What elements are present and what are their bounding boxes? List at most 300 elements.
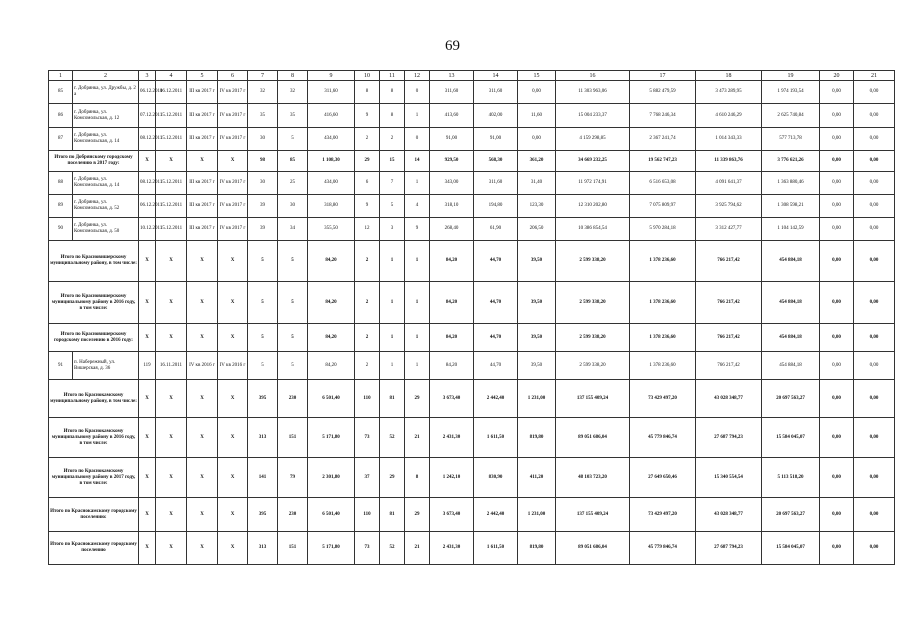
- table-cell: III кв 2017 г: [187, 172, 218, 195]
- table-cell: X: [218, 380, 248, 418]
- table-cell: X: [187, 418, 218, 458]
- table-cell: X: [218, 418, 248, 458]
- table-cell: X: [156, 282, 187, 324]
- table-cell: 819,80: [518, 418, 556, 458]
- table-cell: X: [139, 532, 156, 565]
- table-cell: 2 442,40: [474, 380, 518, 418]
- table-cell: 1 308 598,21: [762, 195, 820, 218]
- table-cell: 61,90: [474, 218, 518, 241]
- table-cell: 52: [380, 532, 405, 565]
- table-cell: 413,60: [430, 104, 474, 128]
- table-cell: 2 431,30: [430, 532, 474, 565]
- table-cell: X: [187, 282, 218, 324]
- table-cell: 34: [278, 218, 308, 241]
- table-cell: 3: [380, 218, 405, 241]
- total-label: Итого по Красновишерскому городскому поселению в 2016 году:: [49, 324, 139, 352]
- table-cell: 7 075 809,97: [630, 195, 696, 218]
- table-cell: 929,50: [430, 151, 474, 172]
- table-cell: 0,00: [820, 352, 854, 380]
- table-cell: 6: [355, 172, 380, 195]
- table-cell: 416,60: [308, 104, 355, 128]
- table-cell: 1: [380, 241, 405, 282]
- table-cell: 2 442,40: [474, 498, 518, 532]
- total-label: Итого по Краснокамскому городскому поселению: [49, 532, 139, 565]
- table-cell: 0,00: [518, 128, 556, 151]
- table-cell: 6 501,40: [308, 498, 355, 532]
- table-cell: 361,20: [518, 151, 556, 172]
- table-cell: 5: [278, 241, 308, 282]
- table-cell: 141: [248, 458, 278, 498]
- table-cell: 73 429 497,20: [630, 380, 696, 418]
- table-cell: 830,90: [474, 458, 518, 498]
- table-cell: X: [156, 458, 187, 498]
- table-cell: 6 516 653,08: [630, 172, 696, 195]
- table-cell: 91,00: [474, 128, 518, 151]
- table-cell: 1 378 236,60: [630, 352, 696, 380]
- table-cell: 577 713,78: [762, 128, 820, 151]
- table-cell: 37: [355, 458, 380, 498]
- table-cell: 318,10: [430, 195, 474, 218]
- table-cell: 15.12.2011: [156, 104, 187, 128]
- table-cell: 4 091 641,37: [696, 172, 762, 195]
- table-cell: 44,70: [474, 282, 518, 324]
- table-cell: 0,00: [820, 218, 854, 241]
- table-cell: 2 301,80: [308, 458, 355, 498]
- table-cell: 313: [248, 418, 278, 458]
- table-cell: 0,00: [854, 352, 895, 380]
- page-number: 69: [445, 38, 460, 54]
- column-header: 8: [278, 71, 308, 81]
- table-cell: 206,50: [518, 218, 556, 241]
- table-cell: 2: [355, 282, 380, 324]
- table-cell: 230: [278, 498, 308, 532]
- table-cell: 1 104 142,59: [762, 218, 820, 241]
- table-cell: 79: [278, 458, 308, 498]
- table-cell: 06.12.2011: [156, 81, 187, 104]
- table-cell: 45 779 846,74: [630, 418, 696, 458]
- column-header: 2: [73, 71, 139, 81]
- total-row: [49, 151, 895, 172]
- table-cell: 5: [248, 324, 278, 352]
- table-cell: 84,20: [308, 352, 355, 380]
- table-cell: IV кв 2017 г: [218, 195, 248, 218]
- table-cell: 85: [278, 151, 308, 172]
- table-cell: 81: [380, 498, 405, 532]
- table-cell: 766 217,42: [696, 324, 762, 352]
- table-cell: 0,00: [820, 418, 854, 458]
- total-label: Итого по Краснокамскому городскому поселению:: [49, 498, 139, 532]
- table-cell: X: [187, 532, 218, 565]
- table-cell: IV кв 2016 г: [218, 352, 248, 380]
- table-row: [49, 218, 895, 241]
- table-cell: X: [139, 458, 156, 498]
- total-row: [49, 241, 895, 282]
- table-cell: III кв 2017 г: [187, 195, 218, 218]
- total-row: [49, 324, 895, 352]
- table-cell: 2: [380, 128, 405, 151]
- table-cell: 0,00: [854, 151, 895, 172]
- total-row: [49, 418, 895, 458]
- address-cell: г. Добрянка, ул. Дружбы, д. 2 а: [73, 81, 139, 104]
- table-cell: 89 051 686,04: [556, 532, 630, 565]
- table-cell: 89: [49, 195, 73, 218]
- table-cell: 85: [49, 81, 73, 104]
- table-cell: 1 611,50: [474, 418, 518, 458]
- table-cell: 311,60: [430, 81, 474, 104]
- table-cell: 0,00: [820, 498, 854, 532]
- table-cell: 39,50: [518, 324, 556, 352]
- table-cell: 0,00: [820, 532, 854, 565]
- table-cell: IV кв 2016 г: [187, 352, 218, 380]
- table-cell: 8: [380, 104, 405, 128]
- table-cell: 0,00: [854, 172, 895, 195]
- table-cell: X: [218, 151, 248, 172]
- table-cell: 318,80: [308, 195, 355, 218]
- table-cell: 15.12.2011: [156, 172, 187, 195]
- table-cell: 31,40: [518, 172, 556, 195]
- address-cell: г. Добрянка, ул. Комсомольская, д. 50: [73, 218, 139, 241]
- column-header: 9: [308, 71, 355, 81]
- table-cell: IV кв 2017 г: [218, 104, 248, 128]
- table-cell: 84,20: [430, 241, 474, 282]
- table-cell: 30: [248, 128, 278, 151]
- table-cell: 454 884,18: [762, 352, 820, 380]
- column-header: 12: [405, 71, 430, 81]
- table-cell: 0,00: [820, 128, 854, 151]
- table-cell: X: [156, 241, 187, 282]
- table-cell: 5: [380, 195, 405, 218]
- table-cell: 0,00: [854, 104, 895, 128]
- table-cell: 35: [248, 104, 278, 128]
- table-row: [49, 195, 895, 218]
- table-cell: 0: [405, 81, 430, 104]
- table-cell: 32: [278, 81, 308, 104]
- table-cell: 1: [405, 324, 430, 352]
- table-cell: 454 884,18: [762, 241, 820, 282]
- total-row: [49, 532, 895, 565]
- table-cell: IV кв 2017 г: [218, 218, 248, 241]
- table-cell: 0,00: [854, 532, 895, 565]
- table-cell: 84,20: [430, 352, 474, 380]
- table-cell: X: [218, 282, 248, 324]
- table-cell: 0,00: [820, 81, 854, 104]
- table-cell: 0,00: [518, 81, 556, 104]
- table-cell: X: [139, 498, 156, 532]
- table-cell: 29: [405, 380, 430, 418]
- table-cell: 9: [405, 218, 430, 241]
- table-cell: 0,00: [820, 458, 854, 498]
- table-cell: X: [187, 498, 218, 532]
- table-cell: 3 925 794,62: [696, 195, 762, 218]
- table-cell: 2: [355, 352, 380, 380]
- table-cell: 0,00: [854, 418, 895, 458]
- address-cell: г. Добрянка, ул. Комсомольская, д. 52: [73, 195, 139, 218]
- table-cell: 3 776 621,26: [762, 151, 820, 172]
- table-cell: 1 611,50: [474, 532, 518, 565]
- table-cell: 20 697 563,27: [762, 380, 820, 418]
- table-cell: X: [187, 324, 218, 352]
- table-cell: IV кв 2017 г: [218, 128, 248, 151]
- table-cell: 1 363 880,46: [762, 172, 820, 195]
- table-cell: 1: [405, 352, 430, 380]
- table-cell: X: [187, 241, 218, 282]
- table-cell: X: [156, 151, 187, 172]
- table-cell: 10 386 854,54: [556, 218, 630, 241]
- table-cell: 44,70: [474, 352, 518, 380]
- table-cell: III кв 2017 г: [187, 218, 218, 241]
- table-cell: 81: [380, 380, 405, 418]
- table-cell: 1 378 236,60: [630, 241, 696, 282]
- table-cell: 1 014 343,33: [696, 128, 762, 151]
- table-cell: 2: [355, 128, 380, 151]
- table-cell: 7 768 246,34: [630, 104, 696, 128]
- table-cell: 32: [248, 81, 278, 104]
- table-cell: 15 340 554,54: [696, 458, 762, 498]
- table-cell: 110: [355, 380, 380, 418]
- table-cell: 1: [405, 172, 430, 195]
- column-header: 17: [630, 71, 696, 81]
- table-cell: 35: [278, 104, 308, 128]
- table-cell: 84,20: [430, 324, 474, 352]
- table-cell: 5 882 479,59: [630, 81, 696, 104]
- column-header: 6: [218, 71, 248, 81]
- table-cell: X: [218, 241, 248, 282]
- table-cell: 29: [380, 458, 405, 498]
- table-row: [49, 352, 895, 380]
- table-cell: 1: [380, 282, 405, 324]
- table-cell: 39,50: [518, 352, 556, 380]
- table-cell: 1 231,00: [518, 498, 556, 532]
- table-cell: 0,00: [854, 195, 895, 218]
- table-row: [49, 104, 895, 128]
- table-cell: 3 312 427,77: [696, 218, 762, 241]
- table-cell: 29: [405, 498, 430, 532]
- table-cell: 15.12.2011: [156, 195, 187, 218]
- table-cell: 84,20: [308, 282, 355, 324]
- table-cell: 230: [278, 380, 308, 418]
- table-cell: 355,50: [308, 218, 355, 241]
- address-cell: г. Добрянка, ул. Комсомольская, д. 14: [73, 128, 139, 151]
- table-cell: 4 159 298,85: [556, 128, 630, 151]
- table-cell: IV кв 2017 г: [218, 172, 248, 195]
- column-header: 3: [139, 71, 156, 81]
- table-cell: 16.11.2011: [156, 352, 187, 380]
- table-cell: 311,60: [308, 81, 355, 104]
- table-cell: 5: [248, 241, 278, 282]
- table-cell: X: [156, 324, 187, 352]
- table-cell: 766 217,42: [696, 241, 762, 282]
- address-cell: п. Набережный, ул. Вишерская, д. 36: [73, 352, 139, 380]
- table-cell: 30: [248, 172, 278, 195]
- table-cell: 15 584 045,07: [762, 532, 820, 565]
- table-cell: 0,00: [820, 380, 854, 418]
- table-cell: 1: [405, 241, 430, 282]
- table-cell: 8: [380, 81, 405, 104]
- table-cell: 20 697 563,27: [762, 498, 820, 532]
- table-cell: 0,00: [820, 195, 854, 218]
- table-cell: 2 599 338,20: [556, 352, 630, 380]
- table-cell: 395: [248, 498, 278, 532]
- column-header: 13: [430, 71, 474, 81]
- table-cell: 1: [405, 282, 430, 324]
- table-cell: 311,60: [474, 172, 518, 195]
- table-cell: 0,00: [854, 81, 895, 104]
- table-cell: 8: [355, 81, 380, 104]
- table-cell: 06.12.2011: [139, 81, 156, 104]
- table-cell: 29: [355, 151, 380, 172]
- table-cell: X: [156, 418, 187, 458]
- table-cell: 8: [405, 458, 430, 498]
- table-cell: 84,20: [308, 324, 355, 352]
- table-cell: 12: [355, 218, 380, 241]
- table-cell: 0,00: [854, 241, 895, 282]
- table-cell: 0,00: [854, 380, 895, 418]
- column-header: 16: [556, 71, 630, 81]
- table-cell: 4 610 246,29: [696, 104, 762, 128]
- table-cell: 0: [405, 128, 430, 151]
- table-cell: 11 972 174,91: [556, 172, 630, 195]
- table-cell: 91,00: [430, 128, 474, 151]
- table-cell: X: [187, 380, 218, 418]
- table-cell: 1: [380, 324, 405, 352]
- table-cell: X: [139, 418, 156, 458]
- table-cell: X: [156, 532, 187, 565]
- table-cell: 39,50: [518, 241, 556, 282]
- table-cell: 43 028 348,77: [696, 498, 762, 532]
- table-cell: X: [187, 458, 218, 498]
- table-row: [49, 81, 895, 104]
- table-cell: 311,60: [474, 81, 518, 104]
- table-cell: 39: [248, 218, 278, 241]
- table-cell: 2 367 241,74: [630, 128, 696, 151]
- table-cell: 9: [355, 104, 380, 128]
- total-row: [49, 282, 895, 324]
- table-cell: 0,00: [820, 151, 854, 172]
- table-cell: 15.12.2011: [156, 128, 187, 151]
- table-cell: 30: [278, 195, 308, 218]
- table-cell: 2 599 338,20: [556, 324, 630, 352]
- table-cell: 45 779 846,74: [630, 532, 696, 565]
- table-cell: 0,00: [820, 104, 854, 128]
- table-cell: 90: [49, 218, 73, 241]
- table-cell: 44,70: [474, 324, 518, 352]
- total-row: [49, 458, 895, 498]
- table-cell: 137 155 409,24: [556, 498, 630, 532]
- table-cell: 87: [49, 128, 73, 151]
- total-label: Итого по Красновишерскому муниципальному району, в том числе:: [49, 241, 139, 282]
- table-cell: 1 378 236,60: [630, 282, 696, 324]
- table-cell: 39: [248, 195, 278, 218]
- table-cell: 44,70: [474, 241, 518, 282]
- table-cell: X: [218, 498, 248, 532]
- table-cell: 123,30: [518, 195, 556, 218]
- table-cell: 0,00: [854, 498, 895, 532]
- table-cell: 2: [355, 324, 380, 352]
- table-cell: 313: [248, 532, 278, 565]
- table-cell: 08.12.2011: [139, 172, 156, 195]
- table-cell: 568,30: [474, 151, 518, 172]
- table-cell: 5 113 518,20: [762, 458, 820, 498]
- table-cell: 15: [380, 151, 405, 172]
- table-cell: 3 673,40: [430, 498, 474, 532]
- column-header: 5: [187, 71, 218, 81]
- table-cell: 06.12.2011: [139, 195, 156, 218]
- table-cell: 73 429 497,20: [630, 498, 696, 532]
- table-cell: 07.12.2011: [139, 104, 156, 128]
- table-cell: 454 884,18: [762, 282, 820, 324]
- total-label: Итого по Краснокамскому муниципальному району в 2016 году, в том числе:: [49, 418, 139, 458]
- table-cell: 7: [380, 172, 405, 195]
- table-cell: 25: [278, 172, 308, 195]
- column-header: 4: [156, 71, 187, 81]
- table-cell: 5: [278, 324, 308, 352]
- table-cell: 1 242,10: [430, 458, 474, 498]
- table-cell: 21: [405, 418, 430, 458]
- table-cell: 27 687 794,23: [696, 532, 762, 565]
- table-cell: 819,80: [518, 532, 556, 565]
- table-cell: 27 649 650,46: [630, 458, 696, 498]
- header-row: [49, 71, 895, 81]
- table-cell: 1: [405, 104, 430, 128]
- total-row: [49, 498, 895, 532]
- table-row: [49, 128, 895, 151]
- table-cell: 137 155 409,24: [556, 380, 630, 418]
- table-cell: 5 970 284,18: [630, 218, 696, 241]
- table-cell: X: [139, 241, 156, 282]
- table-cell: 5: [248, 352, 278, 380]
- table-cell: III кв 2017 г: [187, 104, 218, 128]
- table-cell: 0,00: [820, 172, 854, 195]
- column-header: 15: [518, 71, 556, 81]
- table-cell: 395: [248, 380, 278, 418]
- table-cell: 2 599 338,20: [556, 241, 630, 282]
- table-cell: X: [139, 282, 156, 324]
- table-cell: 1 108,30: [308, 151, 355, 172]
- table-cell: 52: [380, 418, 405, 458]
- table-cell: 73: [355, 532, 380, 565]
- table-cell: 73: [355, 418, 380, 458]
- table-cell: 0,00: [820, 282, 854, 324]
- table-cell: 9: [355, 195, 380, 218]
- table-cell: 34 669 232,25: [556, 151, 630, 172]
- table-cell: 98: [248, 151, 278, 172]
- total-label: Итого по Красновишерскому муниципальному району в 2016 году, в том числе:: [49, 282, 139, 324]
- table-cell: 15 004 233,37: [556, 104, 630, 128]
- table-cell: 2 431,30: [430, 418, 474, 458]
- table-cell: 0,00: [854, 324, 895, 352]
- table-cell: 89 051 686,04: [556, 418, 630, 458]
- table-cell: III кв 2017 г: [187, 81, 218, 104]
- table-cell: 194,80: [474, 195, 518, 218]
- table-cell: 766 217,42: [696, 352, 762, 380]
- table-cell: 0,00: [820, 241, 854, 282]
- table-cell: X: [139, 324, 156, 352]
- table-cell: 91: [49, 352, 73, 380]
- column-header: 18: [696, 71, 762, 81]
- table-cell: 39,50: [518, 282, 556, 324]
- table-cell: 2 625 740,84: [762, 104, 820, 128]
- total-label: Итого по Краснокамскому муниципальному району, в том числе:: [49, 380, 139, 418]
- table-cell: X: [218, 532, 248, 565]
- column-header: 20: [820, 71, 854, 81]
- column-header: 10: [355, 71, 380, 81]
- column-header: 21: [854, 71, 895, 81]
- table-cell: 0,00: [854, 458, 895, 498]
- column-header: 19: [762, 71, 820, 81]
- table-cell: X: [139, 151, 156, 172]
- column-header: 1: [49, 71, 73, 81]
- table-cell: X: [156, 380, 187, 418]
